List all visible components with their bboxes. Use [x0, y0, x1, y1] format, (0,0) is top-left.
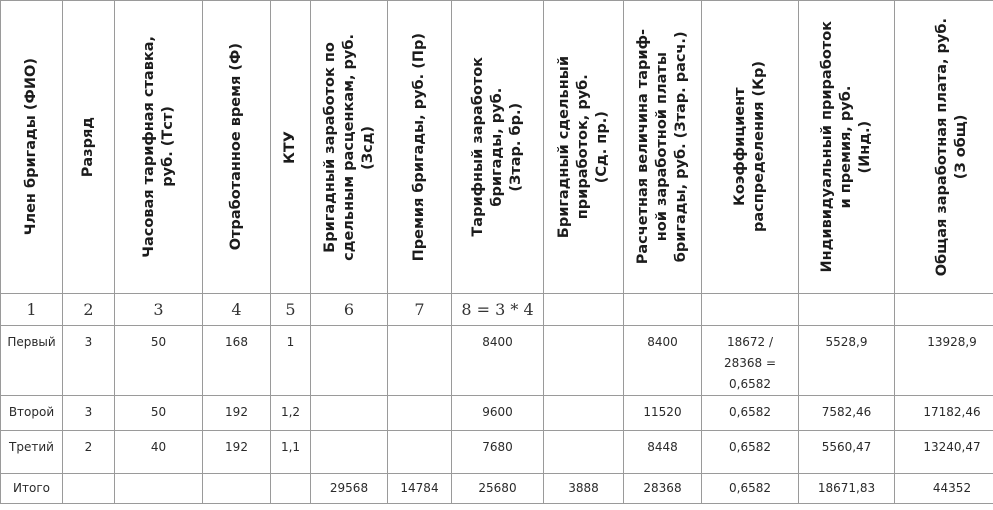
column-number: 6: [311, 294, 388, 326]
table-cell: 8448: [624, 431, 702, 474]
column-number: [702, 294, 799, 326]
column-number: [895, 294, 993, 326]
table-row: [1, 326, 993, 396]
table-row: [1, 431, 993, 474]
table-cell: 13240,47: [895, 431, 993, 474]
header-row: [1, 1, 993, 294]
column-number: 3: [115, 294, 203, 326]
table-cell: 7582,46: [799, 396, 895, 431]
table-cell: [311, 431, 388, 474]
table-cell: 18671,83: [799, 474, 895, 504]
table-cell: 40: [115, 431, 203, 474]
column-number: 8 = 3 * 4: [452, 294, 544, 326]
column-number-row: [1, 294, 993, 326]
total-row: [1, 474, 993, 504]
column-number: [799, 294, 895, 326]
table-cell: [388, 396, 452, 431]
header-cell: Коэффициент распределения (Кр): [702, 1, 799, 294]
table-cell: Второй: [1, 396, 63, 431]
table-cell: [271, 474, 311, 504]
column-number: 7: [388, 294, 452, 326]
table-cell: 1: [271, 326, 311, 396]
table-cell: 3: [63, 396, 115, 431]
column-number: 2: [63, 294, 115, 326]
table-cell: 11520: [624, 396, 702, 431]
table-cell: 0,6582: [702, 474, 799, 504]
table-cell: 0,6582: [702, 431, 799, 474]
header-cell: КТУ: [271, 1, 311, 294]
table-cell: [311, 396, 388, 431]
table-cell: 18672 / 28368 = 0,6582: [702, 326, 799, 396]
table-cell: 17182,46: [895, 396, 993, 431]
header-cell: Бригадный заработок по сдельным расценкам, руб. (Зсд): [311, 1, 388, 294]
table-row: [1, 396, 993, 431]
header-cell: Часовая тарифная ставка, руб. (Тст): [115, 1, 203, 294]
table-cell: 5560,47: [799, 431, 895, 474]
table-cell: [544, 431, 624, 474]
header-cell: Расчетная величина тариф- ной заработной платы бригады, руб. (Зтар. расч.): [624, 1, 702, 294]
header-cell: Индивидуальный приработок и премия, руб. (Инд.): [799, 1, 895, 294]
table-cell: [544, 396, 624, 431]
table-cell: 1,2: [271, 396, 311, 431]
table-cell: 168: [203, 326, 271, 396]
header-cell: Член бригады (ФИО): [1, 1, 63, 294]
table-cell: 28368: [624, 474, 702, 504]
table-cell: 3: [63, 326, 115, 396]
column-number: [544, 294, 624, 326]
table-cell: [115, 474, 203, 504]
table-cell: 8400: [452, 326, 544, 396]
header-cell: Тарифный заработок бригады, руб. (Зтар. бр.): [452, 1, 544, 294]
table-cell: [544, 326, 624, 396]
table-cell: [63, 474, 115, 504]
column-number: [624, 294, 702, 326]
table-cell: 1,1: [271, 431, 311, 474]
table-cell: 50: [115, 396, 203, 431]
table-cell: 8400: [624, 326, 702, 396]
table-cell: 0,6582: [702, 396, 799, 431]
table-cell: 25680: [452, 474, 544, 504]
table-cell: 44352: [895, 474, 993, 504]
table-cell: [311, 326, 388, 396]
table-cell: [388, 326, 452, 396]
table-cell: 192: [203, 396, 271, 431]
column-number: 1: [1, 294, 63, 326]
header-cell: Премия бригады, руб. (Пр): [388, 1, 452, 294]
header-cell: Общая заработная плата, руб. (З общ): [895, 1, 993, 294]
table-cell: 5528,9: [799, 326, 895, 396]
table-cell: Первый: [1, 326, 63, 396]
table-cell: Итого: [1, 474, 63, 504]
table-cell: 7680: [452, 431, 544, 474]
table-cell: 50: [115, 326, 203, 396]
column-number: 4: [203, 294, 271, 326]
header-cell: Разряд: [63, 1, 115, 294]
column-number: 5: [271, 294, 311, 326]
table-cell: 9600: [452, 396, 544, 431]
table-cell: 14784: [388, 474, 452, 504]
table-cell: [388, 431, 452, 474]
table-cell: 2: [63, 431, 115, 474]
table-cell: [203, 474, 271, 504]
table-cell: 29568: [311, 474, 388, 504]
table-cell: Третий: [1, 431, 63, 474]
table-cell: 192: [203, 431, 271, 474]
header-cell: Отработанное время (Ф): [203, 1, 271, 294]
table-cell: 13928,9: [895, 326, 993, 396]
header-cell: Бригадный сдельный приработок, руб. (Сд. пр.): [544, 1, 624, 294]
table-cell: 3888: [544, 474, 624, 504]
